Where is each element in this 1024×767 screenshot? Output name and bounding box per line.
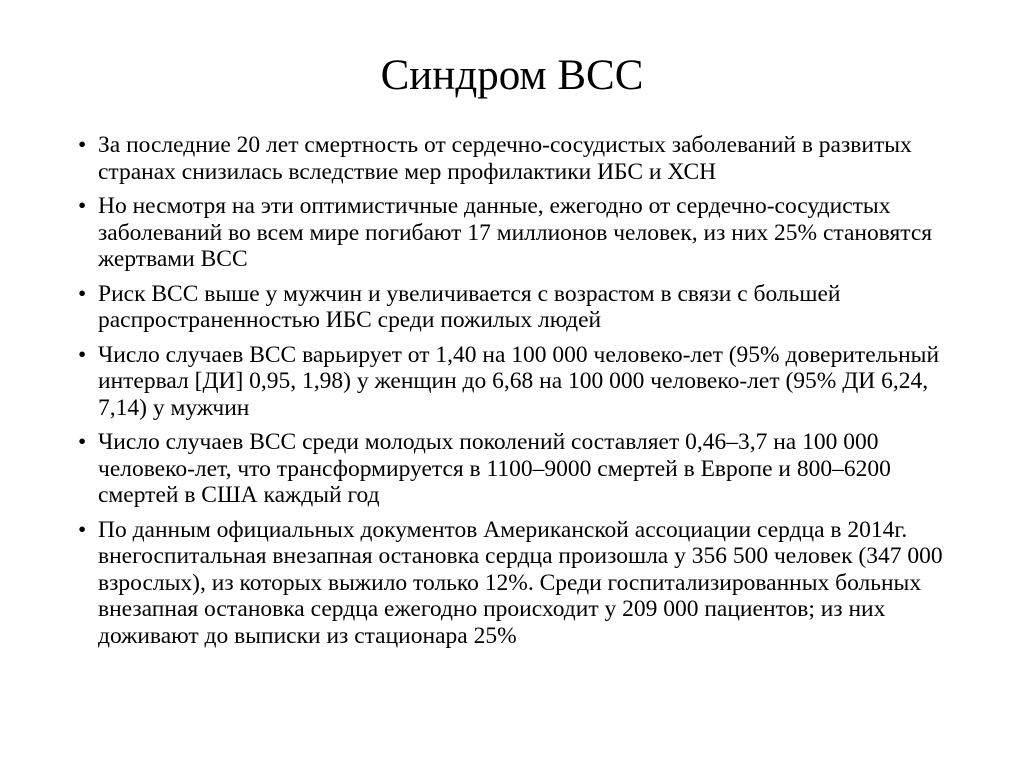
bullet-text: Но несмотря на эти оптимистичные данные, ежегодно от сердечно-сосудистых заболеваний во всем мире погибают 17 миллионов человек, из них 25% становятся жертвами ВСС: [98, 193, 933, 272]
bullet-dot-icon: •: [78, 132, 87, 158]
bullet-item: [78, 281, 958, 334]
bullet-text: Число случаев ВСС варьирует от 1,40 на 100 000 человеко-лет (95% доверительный интервал [ДИ] 0,95, 1,98) у женщин до 6,68 на 100 000 человеко-лет (95% ДИ 6,24, 7,14) у мужчин: [98, 341, 940, 421]
slide-title: Синдром ВСС: [380, 52, 644, 99]
bullet-item: [78, 132, 958, 185]
bullet-dot-icon: •: [78, 341, 87, 368]
bullet-item: [78, 342, 958, 422]
bullet-dot-icon: •: [78, 193, 87, 219]
bullet-dot-icon: •: [78, 516, 87, 543]
bullet-text: По данным официальных документов Американской ассоциации сердца в 2014г. внегоспитальная внезапная остановка сердца произошла у 356 500 человек (347 000 взрослых), из которых выжило только 12%. Среди госпитализированных больных внезапная остановка сердца ежегодно происходит у 209 000 пациентов; из них доживают до выписки из стационара 25%: [98, 516, 943, 649]
bullet-text: Число случаев ВСС среди молодых поколений составляет 0,46–3,7 на 100 000 человеко-лет, что трансформируется в 1100–9000 смертей в Европе и 800–6200 смертей в США каждый год: [98, 429, 891, 508]
bullet-item: [78, 429, 958, 509]
bullet-dot-icon: •: [78, 429, 87, 455]
bullet-list: [78, 132, 958, 657]
bullet-text: За последние 20 лет смертность от сердечно-сосудистых заболеваний в развитых странах снизилась вследствие мер профилактики ИБС и ХСН: [98, 132, 912, 185]
bullet-dot-icon: •: [78, 280, 87, 307]
bullet-item: [78, 517, 958, 650]
bullet-text: Риск ВСС выше у мужчин и увеличивается с возрастом в связи с большей распространенностью ИБС среди пожилых людей: [98, 280, 841, 333]
bullet-item: [78, 193, 958, 273]
